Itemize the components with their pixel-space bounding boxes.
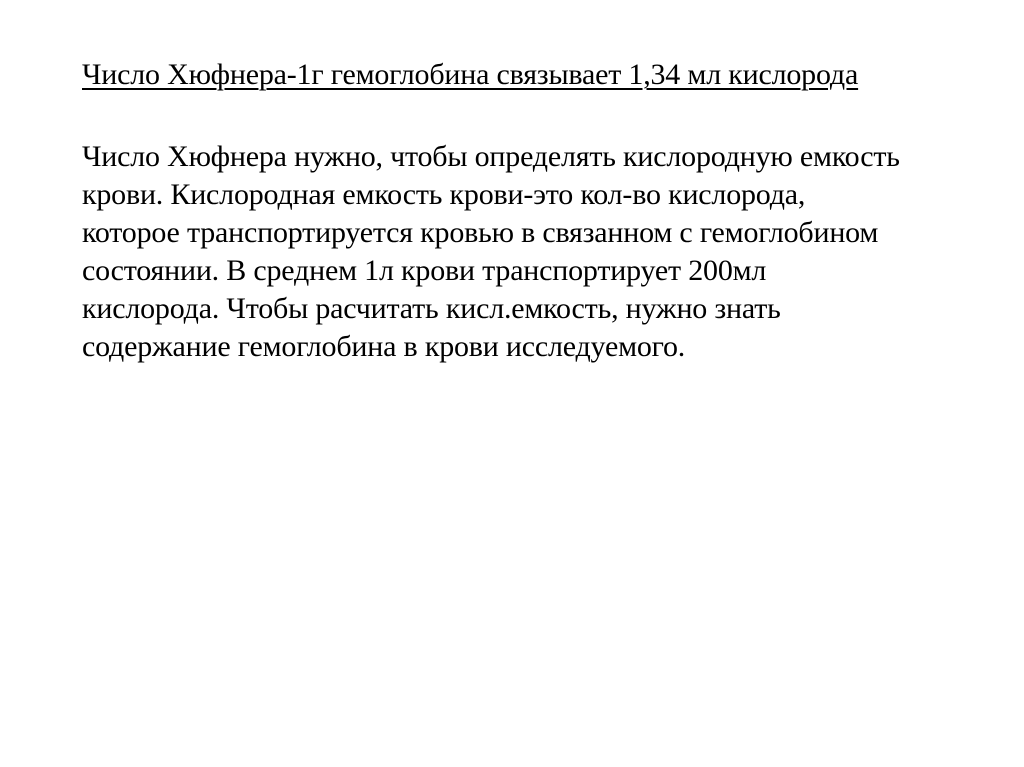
slide-body xyxy=(82,138,982,366)
body-line: Число Хюфнера нужно, чтобы определять кислородную емкость xyxy=(82,140,900,173)
body-line: содержание гемоглобина в крови исследуемого. xyxy=(82,330,686,363)
body-line: которое транспортируется кровью в связанном с гемоглобином xyxy=(82,216,879,249)
slide-title: Число Хюфнера-1г гемоглобина связывает 1,34 мл кислорода xyxy=(82,58,859,91)
body-line: кислорода. Чтобы расчитать кисл.емкость, нужно знать xyxy=(82,292,781,325)
body-line: состоянии. В среднем 1л крови транспортирует 200мл xyxy=(82,254,767,287)
slide-content xyxy=(82,56,982,366)
body-line: крови. Кислородная емкость крови-это кол-во кислорода, xyxy=(82,178,806,211)
